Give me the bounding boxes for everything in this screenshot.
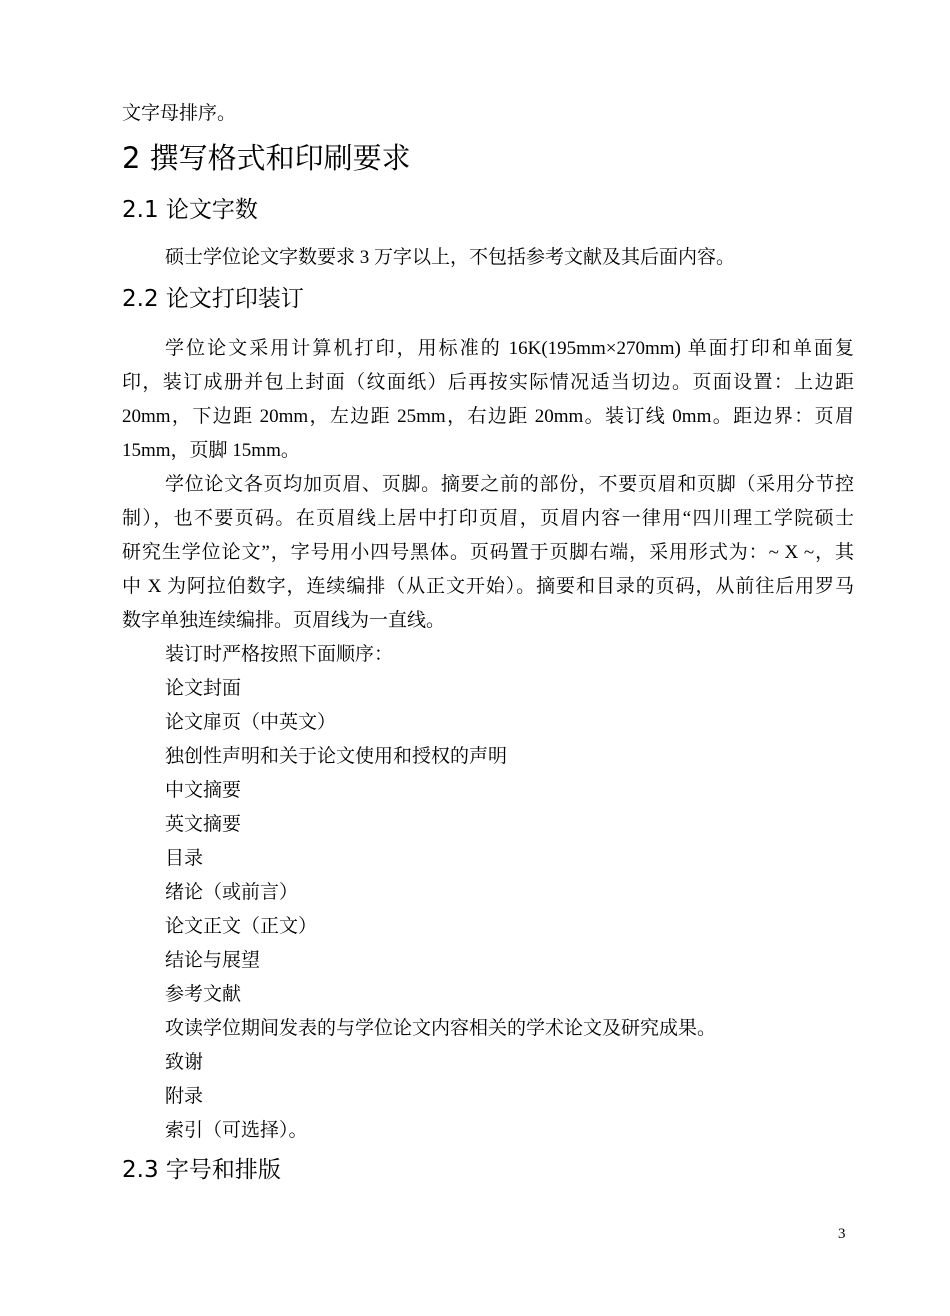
section-2-1-heading: 2.1 论文字数 (122, 197, 258, 223)
order-item: 论文正文（正文） (165, 916, 318, 937)
order-item: 致谢 (165, 1052, 204, 1073)
order-intro: 装订时严格按照下面顺序： (165, 644, 394, 665)
order-item: 目录 (165, 848, 204, 869)
order-item: 英文摘要 (165, 814, 242, 835)
para2-line: 研究生学位论文”，字号用小四号黑体。页码置于页脚右端，采用形式为：~ X ~，其 (122, 542, 854, 563)
para2-line: 学位论文各页均加页眉、页脚。摘要之前的部份，不要页眉和页脚（采用分节控 (165, 474, 854, 495)
order-item: 论文封面 (165, 678, 242, 699)
order-item: 中文摘要 (165, 780, 242, 801)
para2-line: 数字单独连续编排。页眉线为一直线。 (122, 610, 446, 631)
para1-line: 15mm，页脚 15mm。 (122, 440, 300, 461)
section-2-2-heading: 2.2 论文打印装订 (122, 286, 304, 312)
continuation-text: 文字母排序。 (122, 103, 237, 124)
order-item: 参考文献 (165, 984, 242, 1005)
order-item: 独创性声明和关于论文使用和授权的声明 (165, 746, 508, 767)
chapter-heading: 2 撰写格式和印刷要求 (122, 141, 411, 175)
para2-line: 制），也不要页码。在页眉线上居中打印页眉，页眉内容一律用“四川理工学院硕士 (122, 508, 854, 529)
order-item: 论文扉页（中英文） (165, 712, 337, 733)
order-item: 绪论（或前言） (165, 882, 299, 903)
para2-line: 中 X 为阿拉伯数字，连续编排（从正文开始）。摘要和目录的页码，从前往后用罗马 (122, 576, 854, 597)
section-2-1-text: 硕士学位论文字数要求 3 万字以上，不包括参考文献及其后面内容。 (165, 247, 736, 268)
page-number: 3 (838, 1226, 846, 1242)
para1-line: 20mm，下边距 20mm，左边距 25mm，右边距 20mm。装订线 0mm。距边界：页眉 (122, 406, 854, 427)
para1-line: 印，装订成册并包上封面（纹面纸）后再按实际情况适当切边。页面设置：上边距 (122, 372, 854, 393)
order-item: 索引（可选择）。 (165, 1120, 308, 1141)
order-item: 附录 (165, 1086, 204, 1107)
order-item: 结论与展望 (165, 950, 261, 971)
section-2-3-heading: 2.3 字号和排版 (122, 1157, 281, 1183)
para1-line: 学位论文采用计算机打印，用标准的 16K(195mm×270mm) 单面打印和单面复 (165, 338, 854, 359)
order-item: 攻读学位期间发表的与学位论文内容相关的学术论文及研究成果。 (165, 1018, 717, 1039)
